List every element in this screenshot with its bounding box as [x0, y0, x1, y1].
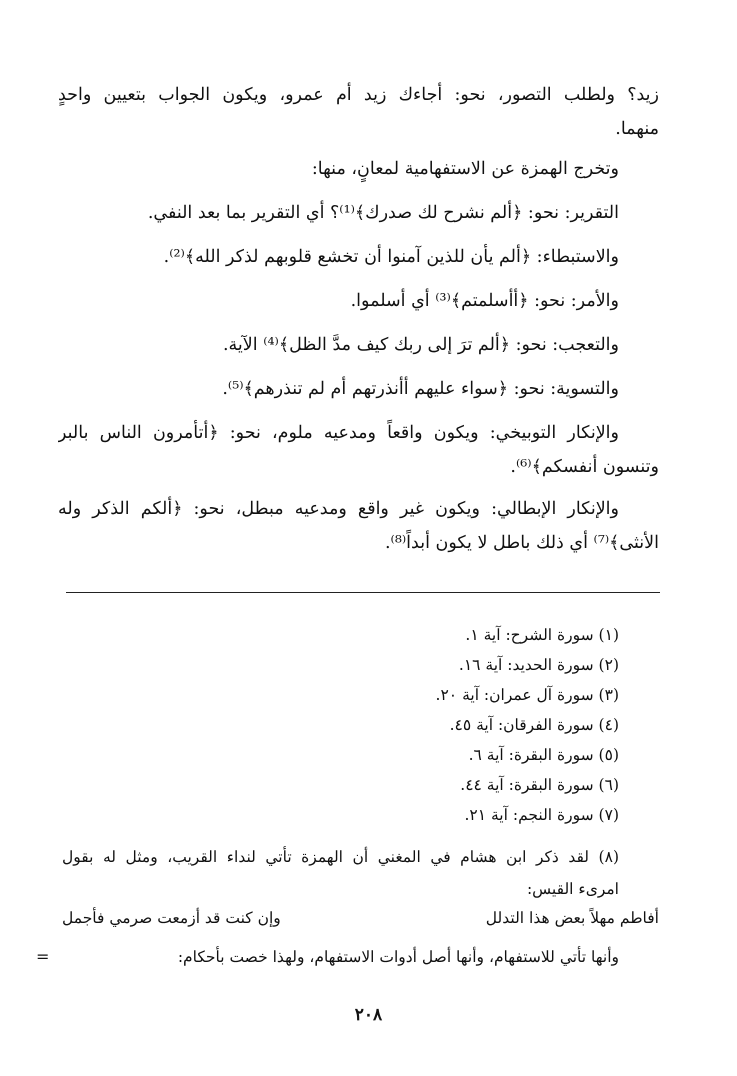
verse-first-hemistich: أفاطم مهلاً بعض هذا التدلل: [485, 909, 659, 927]
body-line-10: وتنسون أنفسكم﴾⁽⁶⁾.: [510, 457, 659, 477]
footnote-8-closing: وأنها تأتي للاستفهام، وأنها أصل أدوات الاستفهام، ولهذا خصت بأحكام:: [177, 948, 619, 966]
footnote-8: (٨) لقد ذكر ابن هشام في المغني أن الهمزة تأتي لنداء القريب، ومثل له بقول: [62, 848, 619, 866]
body-line-2: منهما.: [615, 119, 659, 139]
body-line-4: التقرير: نحو: ﴿ألم نشرح لك صدرك﴾⁽¹⁾؟ أي التقرير بما بعد النفي.: [147, 203, 619, 223]
footnote-5: (٥) سورة البقرة: آية ٦.: [468, 746, 619, 764]
footnote-1: (١) سورة الشرح: آية ١.: [465, 626, 619, 644]
poetry-verse: [62, 904, 659, 934]
body-line-8: والتسوية: نحو: ﴿سواء عليهم أأنذرتهم أم لم تنذرهم﴾⁽⁵⁾.: [222, 379, 619, 399]
continuation-mark: =: [36, 947, 50, 966]
verse-second-hemistich: وإن كنت قد أزمعت صرمي فأجمل: [62, 909, 281, 927]
footnote-2: (٢) سورة الحديد: آية ١٦.: [458, 656, 619, 674]
footnote-3: (٣) سورة آل عمران: آية ٢٠.: [435, 686, 619, 704]
footnote-6: (٦) سورة البقرة: آية ٤٤.: [460, 776, 619, 794]
body-line-5: والاستبطاء: ﴿ألم يأن للذين آمنوا أن تخشع قلوبهم لذكر الله﴾⁽²⁾.: [163, 247, 619, 267]
body-line-1: زيد؟ ولطلب التصور، نحو: أجاءك زيد أم عمرو، ويكون الجواب بتعيين واحدٍ: [58, 85, 659, 105]
footnote-4: (٤) سورة الفرقان: آية ٤٥.: [449, 716, 619, 734]
page-number: ٢٠٨: [354, 1005, 383, 1025]
body-line-12: الأنثى﴾⁽⁷⁾ أي ذلك باطل لا يكون أبداً⁽⁸⁾.: [384, 533, 659, 553]
body-line-7: والتعجب: نحو: ﴿ألم ترَ إلى ربك كيف مدَّ الظل﴾⁽⁴⁾ الآية.: [222, 335, 619, 355]
footnote-separator: [66, 592, 660, 593]
footnote-7: (٧) سورة النجم: آية ٢١.: [464, 806, 619, 824]
body-line-3: وتخرج الهمزة عن الاستفهامية لمعانٍ، منها:: [311, 159, 619, 179]
body-line-11: والإنكار الإبطالي: ويكون غير واقع ومدعيه مبطل، نحو: ﴿ألكم الذكر وله: [58, 499, 619, 519]
body-line-6: والأمر: نحو: ﴿أأسلمتم﴾⁽³⁾ أي أسلموا.: [350, 291, 619, 311]
body-line-9: والإنكار التوبيخي: ويكون واقعاً ومدعيه ملوم، نحو: ﴿أتأمرون الناس بالبر: [58, 423, 619, 443]
footnote-8-continued: امرىء القيس:: [526, 880, 619, 898]
